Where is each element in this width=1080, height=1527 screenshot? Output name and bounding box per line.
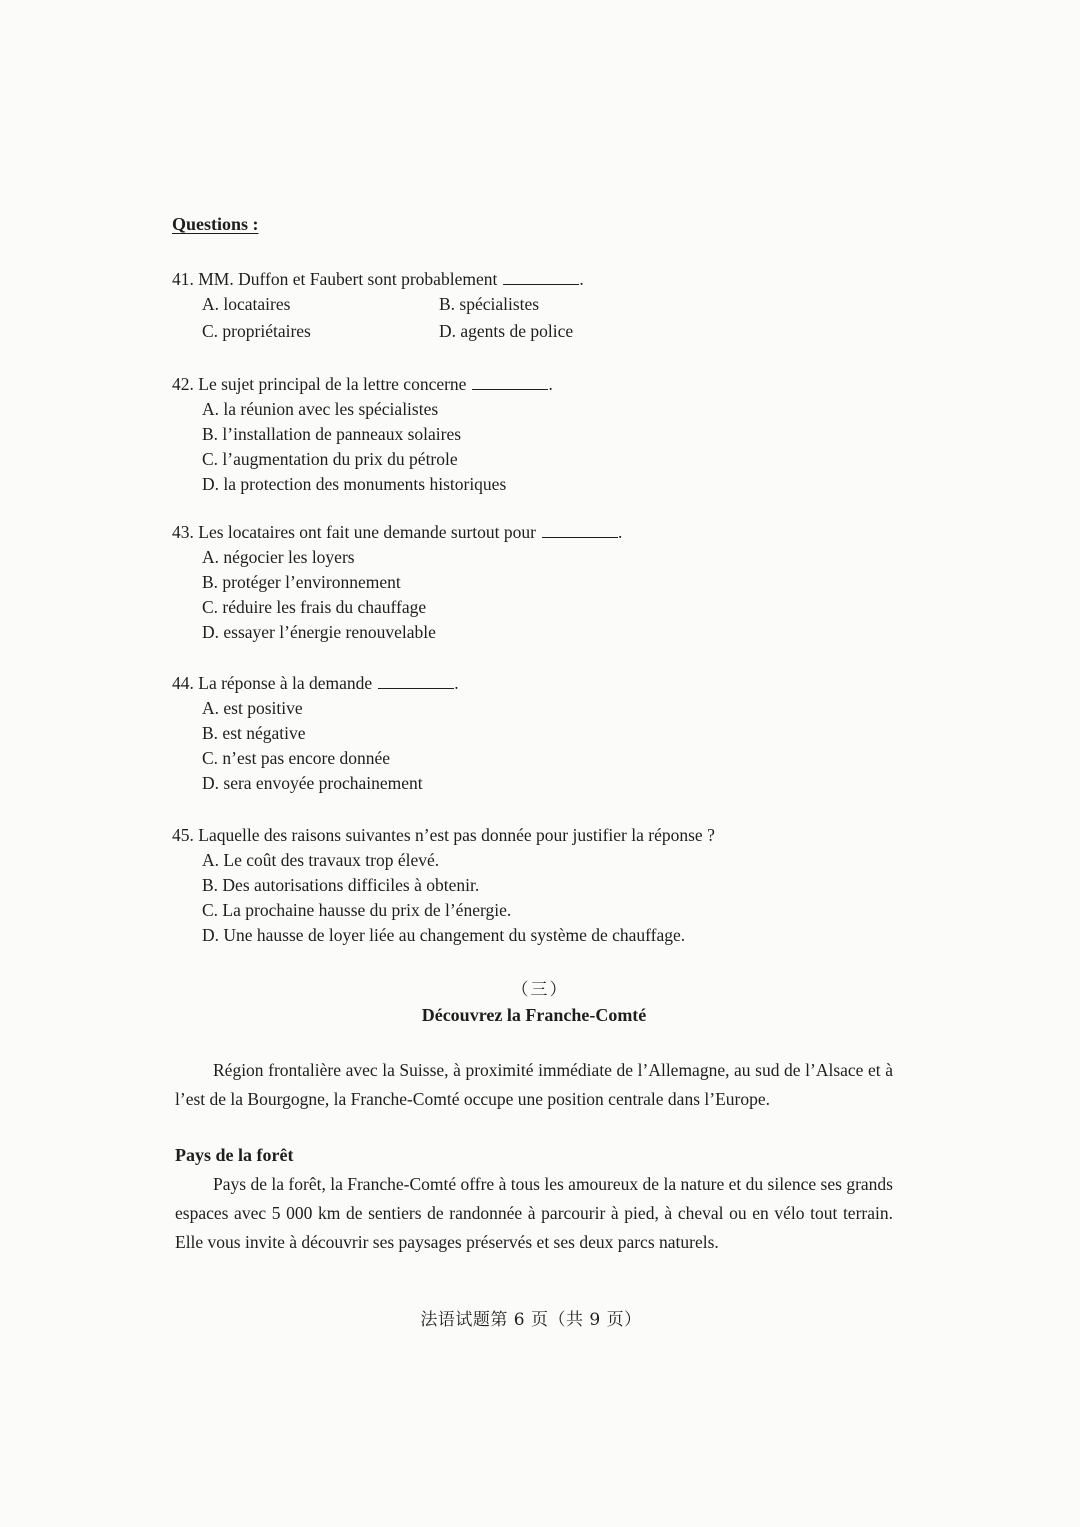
option-d: D. agents de police xyxy=(439,321,574,341)
option-c: C. La prochaine hausse du prix de l’énergie. xyxy=(202,900,512,920)
blank-period: . xyxy=(548,374,553,394)
question-stem-text: 42. Le sujet principal de la lettre concerne xyxy=(172,374,467,394)
question-stem-text: 41. MM. Duffon et Faubert sont probablement xyxy=(172,269,498,289)
option-c: C. réduire les frais du chauffage xyxy=(202,597,427,617)
option-b: B. Des autorisations difficiles à obtenir. xyxy=(202,875,480,895)
option-d: D. la protection des monuments historiques xyxy=(202,474,507,494)
blank-period: . xyxy=(618,522,623,542)
blank-period: . xyxy=(579,269,584,289)
option-a: A. locataires xyxy=(202,294,291,314)
questions-heading: Questions : xyxy=(172,214,259,234)
option-grid xyxy=(172,292,892,344)
blank-period: . xyxy=(454,673,459,693)
question-41 xyxy=(172,267,892,344)
question-stem xyxy=(172,520,892,545)
answer-blank xyxy=(378,674,454,689)
option-b: B. est négative xyxy=(202,723,306,743)
intro-paragraph: Région frontalière avec la Suisse, à proximité immédiate de l’Allemagne, au sud de l’Alsace et à l’est de la Bourgogne, la Franche-Comté occupe une position centrale dans l’Europe. xyxy=(175,1060,893,1109)
option-b: B. l’installation de panneaux solaires xyxy=(202,424,462,444)
option-d: D. Une hausse de loyer liée au changement du système de chauffage. xyxy=(202,925,686,945)
question-stem: 45. Laquelle des raisons suivantes n’est pas donnée pour justifier la réponse ? xyxy=(172,825,715,845)
option-a: A. négocier les loyers xyxy=(202,547,355,567)
option-b: B. spécialistes xyxy=(439,294,540,314)
option-a: A. est positive xyxy=(202,698,303,718)
page-footer: 法语试题第 6 页（共 9 页） xyxy=(420,1310,642,1330)
question-44 xyxy=(172,671,892,796)
section-number: （三） xyxy=(511,980,569,1000)
question-stem-text: 43. Les locataires ont fait une demande surtout pour xyxy=(172,522,536,542)
answer-blank xyxy=(542,523,618,538)
answer-blank xyxy=(472,375,548,390)
question-stem xyxy=(172,671,892,696)
question-45 xyxy=(172,823,892,948)
option-c: C. propriétaires xyxy=(202,321,311,341)
section-title: Découvrez la Franche-Comté xyxy=(421,1005,647,1025)
option-c: C. l’augmentation du prix du pétrole xyxy=(202,449,458,469)
body-paragraph: Pays de la forêt, la Franche-Comté offre à tous les amoureux de la nature et du silence ses grands espaces avec 5 000 km de sentiers de randonnée à parcourir à pied, à cheval ou en vélo tout terrain. Elle vous invite à découvrir ses paysages préservés et ses deux parcs naturels. xyxy=(175,1174,893,1252)
question-stem xyxy=(172,372,892,397)
question-stem-text: 44. La réponse à la demande xyxy=(172,673,373,693)
option-d: D. essayer l’énergie renouvelable xyxy=(202,622,436,642)
option-a: A. la réunion avec les spécialistes xyxy=(202,399,439,419)
answer-blank xyxy=(503,270,579,285)
option-d: D. sera envoyée prochainement xyxy=(202,773,423,793)
option-b: B. protéger l’environnement xyxy=(202,572,401,592)
option-c: C. n’est pas encore donnée xyxy=(202,748,391,768)
option-a: A. Le coût des travaux trop élevé. xyxy=(202,850,440,870)
question-42 xyxy=(172,372,892,497)
question-stem xyxy=(172,267,892,292)
question-43 xyxy=(172,520,892,645)
subheading-pays-de-la-foret: Pays de la forêt xyxy=(175,1145,294,1165)
